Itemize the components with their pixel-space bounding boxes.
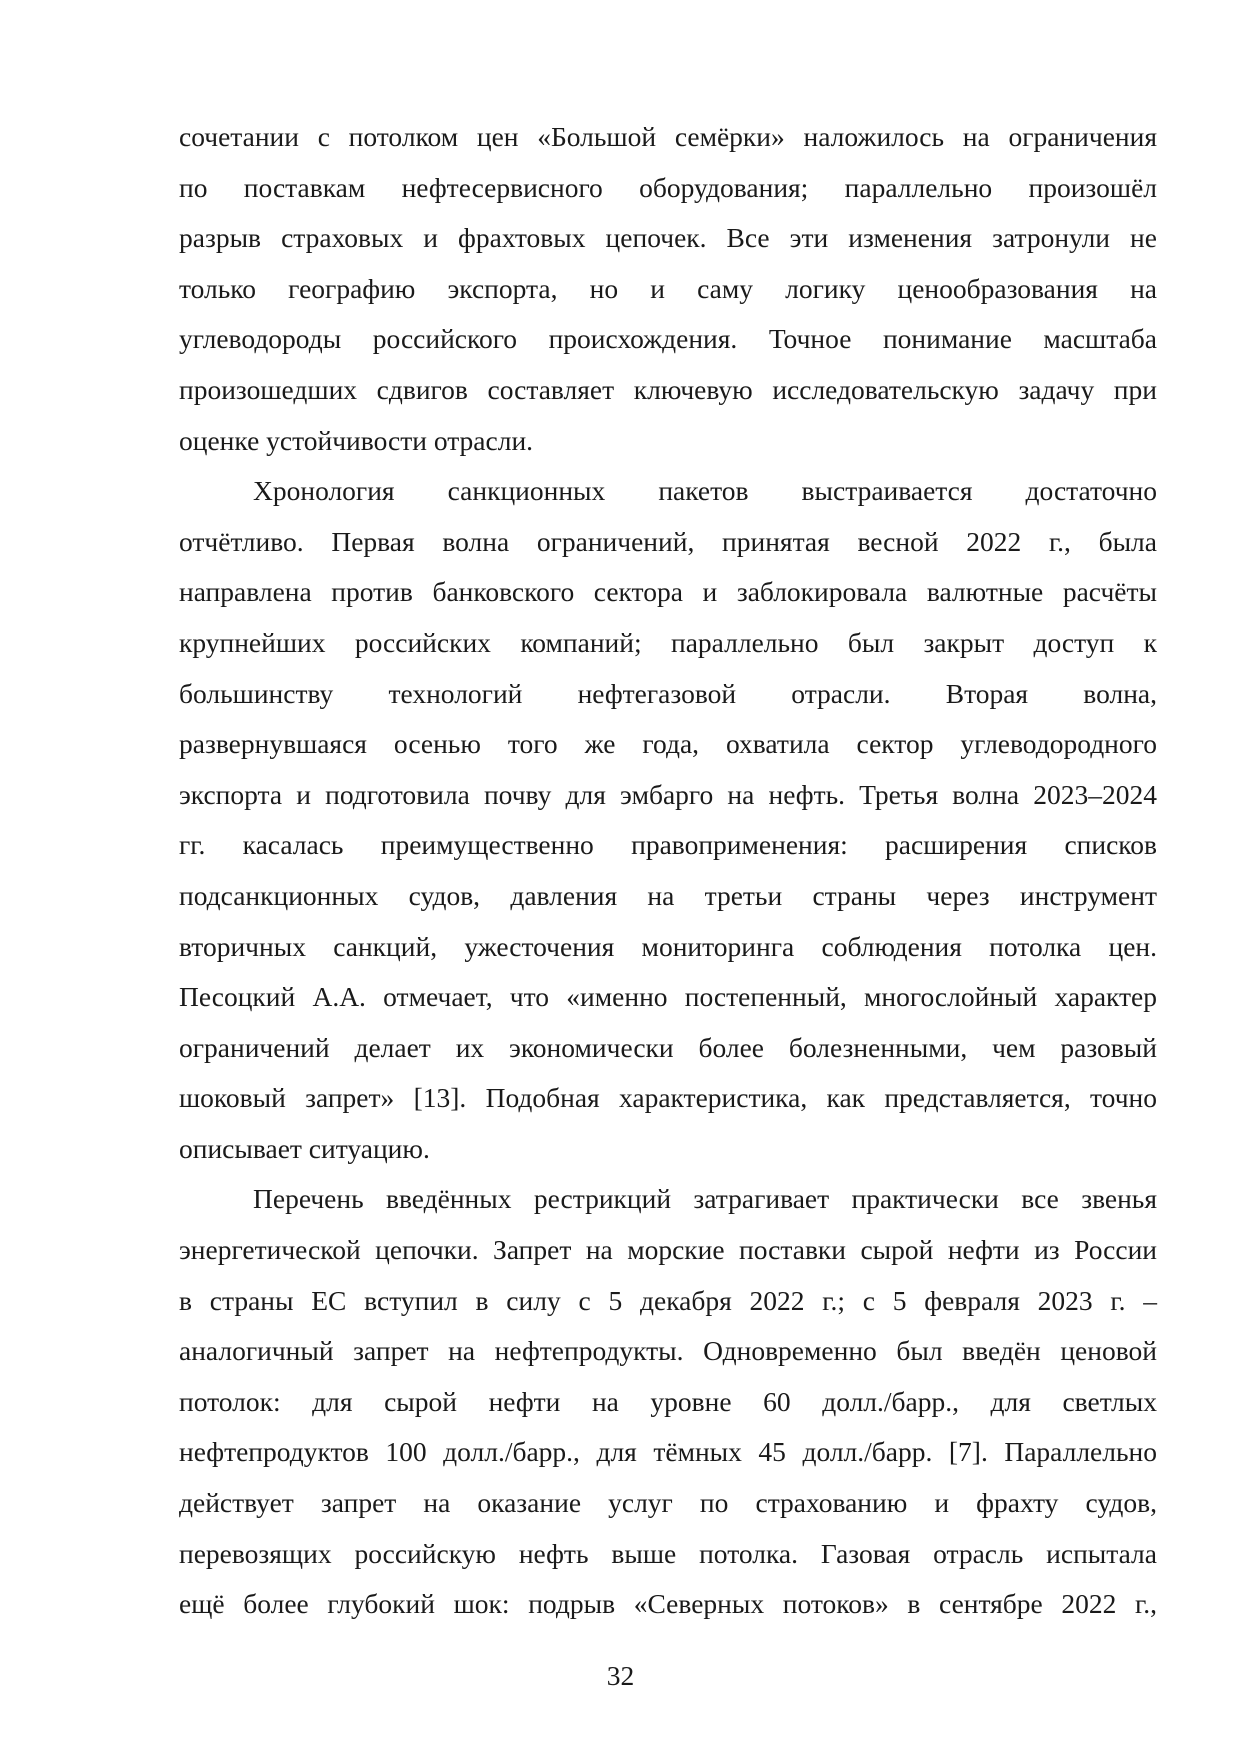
text-line: перевозящих российскую нефть выше потолка. Газовая отрасль испытала [179,1537,1157,1569]
text-line: отчётливо. Первая волна ограничений, принятая весной 2022 г., была [179,525,1157,557]
text-line: оценке устойчивости отрасли. [179,424,534,456]
text-line: подсанкционных судов, давления на третьи страны через инструмент [179,879,1157,911]
text-line: вторичных санкций, ужесточения мониторинга соблюдения потолка цен. [179,930,1157,962]
text-line: большинству технологий нефтегазовой отрасли. Вторая волна, [179,677,1157,709]
text-line: экспорта и подготовила почву для эмбарго на нефть. Третья волна 2023–2024 [179,778,1157,810]
text-line: ограничений делает их экономически более болезненными, чем разовый [179,1031,1157,1063]
text-line: в страны ЕС вступил в силу с 5 декабря 2022 г.; с 5 февраля 2023 г. – [179,1284,1157,1316]
text-line: энергетической цепочки. Запрет на морские поставки сырой нефти из России [179,1234,1157,1266]
body-text [179,112,1157,1630]
text-line: аналогичный запрет на нефтепродукты. Одновременно был введён ценовой [179,1335,1157,1367]
text-line: потолок: для сырой нефти на уровне 60 долл./барр., для светлых [179,1385,1157,1417]
paragraph [179,1174,1157,1629]
paragraph [179,112,1157,466]
text-line: только географию экспорта, но и саму логику ценообразования на [179,272,1157,304]
text-line: крупнейших российских компаний; параллельно был закрыт доступ к [179,626,1157,658]
text-line: по поставкам нефтесервисного оборудования; параллельно произошёл [179,171,1157,203]
text-line: Хронология санкционных пакетов выстраивается достаточно [253,475,1157,507]
page-number: 32 [606,1660,635,1691]
paragraph [179,466,1157,1174]
text-line: Перечень введённых рестрикций затрагивает практически все звенья [253,1183,1157,1215]
text-line: развернувшаяся осенью того же года, охватила сектор углеводородного [179,728,1157,760]
text-line: углеводороды российского происхождения. Точное понимание масштаба [179,323,1157,355]
text-line: действует запрет на оказание услуг по страхованию и фрахту судов, [179,1487,1157,1519]
text-line: произошедших сдвигов составляет ключевую исследовательскую задачу при [179,373,1157,405]
text-line: сочетании с потолком цен «Большой семёрки» наложилось на ограничения [179,121,1157,152]
text-line: гг. касалась преимущественно правоприменения: расширения списков [179,829,1157,861]
text-line: направлена против банковского сектора и заблокировала валютные расчёты [179,576,1157,608]
text-line: Песоцкий А.А. отмечает, что «именно постепенный, многослойный характер [179,981,1157,1013]
text-line: разрыв страховых и фрахтовых цепочек. Все эти изменения затронули не [179,222,1157,254]
text-line: описывает ситуацию. [179,1132,430,1164]
text-line: нефтепродуктов 100 долл./барр., для тёмных 45 долл./барр. [7]. Параллельно [179,1436,1157,1468]
text-line: шоковый запрет» [13]. Подобная характеристика, как представляется, точно [179,1082,1157,1114]
text-line: ещё более глубокий шок: подрыв «Северных потоков» в сентябре 2022 г., [179,1588,1157,1620]
